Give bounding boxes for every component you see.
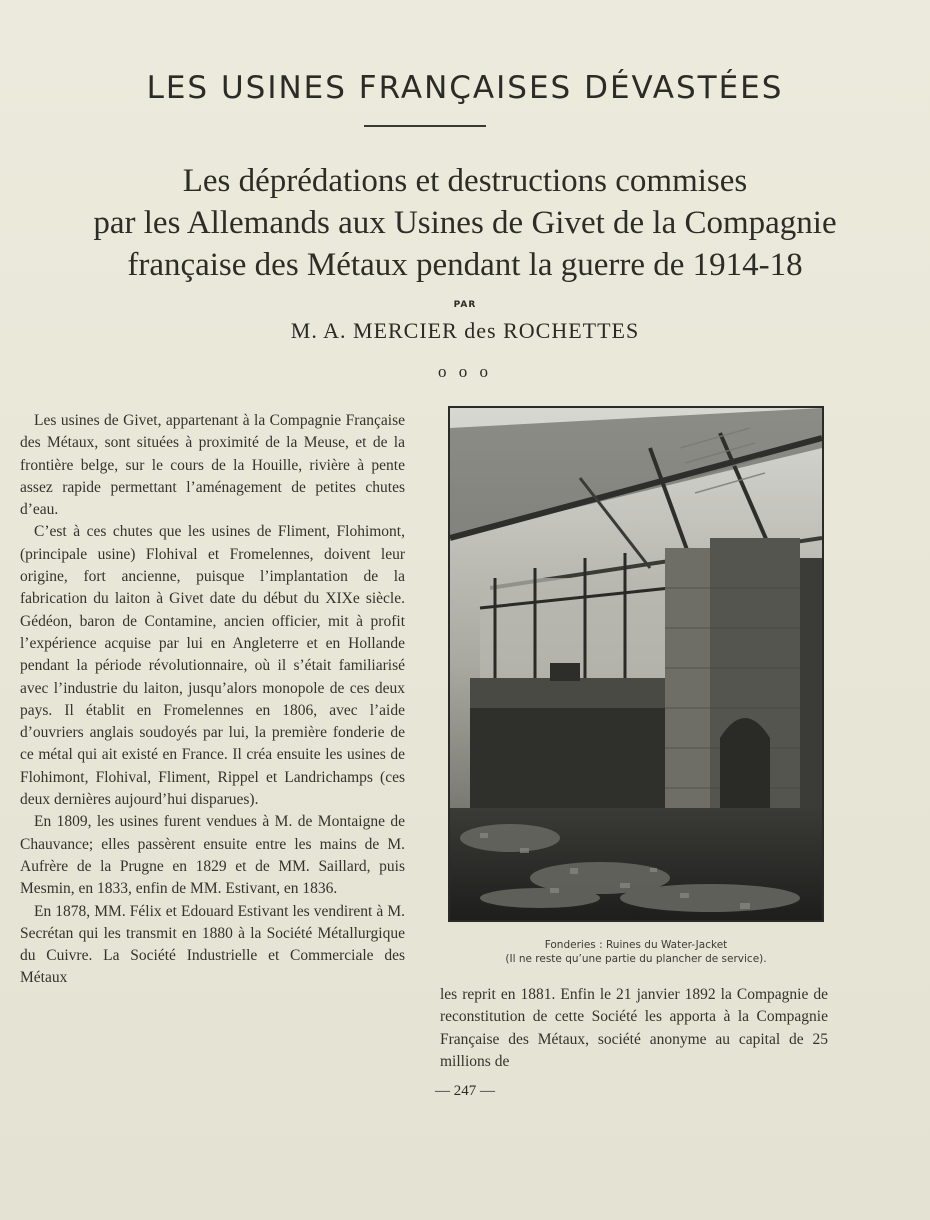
body-paragraph: En 1878, MM. Félix et Edouard Estivant les vendirent à M. Secrétan qui les transmit en 1880 à la Société Métallurgique du Cuivre. La Société Industrielle et Commerciale des Métaux	[20, 902, 405, 987]
article-subtitle	[0, 160, 930, 286]
figure-caption	[448, 938, 824, 966]
subtitle-line: française des Métaux pendant la guerre de 1914-18	[127, 247, 803, 283]
caption-title: Fonderies : Ruines du Water-Jacket	[544, 939, 728, 951]
title-divider	[364, 125, 486, 127]
byline-prefix: PAR	[453, 300, 477, 310]
author-name: M. A. MERCIER des ROCHETTES	[290, 318, 640, 343]
foundry-ruins-photo	[448, 406, 824, 922]
subtitle-line: par les Allemands aux Usines de Givet de la Compagnie	[93, 205, 837, 241]
article-title: LES USINES FRANÇAISES DÉVASTÉES	[146, 70, 784, 106]
body-paragraph: les reprit en 1881. Enfin le 21 janvier 1892 la Compagnie de reconstitution de cette Société les apporta à la Compagnie Française des Métaux, société anonyme au capital de 25 millions de	[440, 986, 828, 1070]
subtitle-line: Les déprédations et destructions commises	[182, 163, 748, 199]
right-column	[440, 984, 828, 1073]
body-paragraph: C’est à ces chutes que les usines de Fliment, Flohimont, (principale usine) Flohival et Fromelennes, doivent leur origine, fort ancienne, puisque l’implantation de la fabrication du laiton à Givet date du début du XIXe siècle. Gédéon, baron de Contamine, ancien officier, mit à profit l’expérience acquise par lui en Angleterre et en Hollande pendant la période révolutionnaire, où il s’était familiarisé avec l’industrie du laiton, jusqu’alors monopole de ces deux pays. Il établit en Fromelennes en 1806, avec l’aide d’ouvriers anglais soudoyés par lui, la première fonderie de ce métal qui ait existé en France. Il créa ensuite les usines de Flohimont, Flohival, Fliment, Rippel et Landrichamps (ces deux dernières aujourd’hui disparues).	[20, 523, 405, 809]
body-paragraph: En 1809, les usines furent vendues à M. de Montaigne de Chauvance; elles passèrent ensuite entre les mains de M. Aufrère de la Prugne en 1829 et de MM. Saillard, puis Mesmin, en 1833, enfin de MM. Estivant, en 1836.	[20, 813, 405, 898]
section-ornament: o o o	[438, 362, 492, 381]
photo-illustration	[450, 408, 822, 920]
caption-note: (Il ne reste qu’une partie du plancher de service).	[505, 953, 767, 965]
body-paragraph: Les usines de Givet, appartenant à la Compagnie Française des Métaux, sont situées à proximité de la Meuse, et de la frontière belge, sur le cours de la Houille, rivière à pente assez rapide permettant l’aménagement de petites chutes d’eau.	[20, 412, 405, 519]
page-number: — 247 —	[435, 1083, 495, 1099]
left-column	[20, 410, 405, 990]
